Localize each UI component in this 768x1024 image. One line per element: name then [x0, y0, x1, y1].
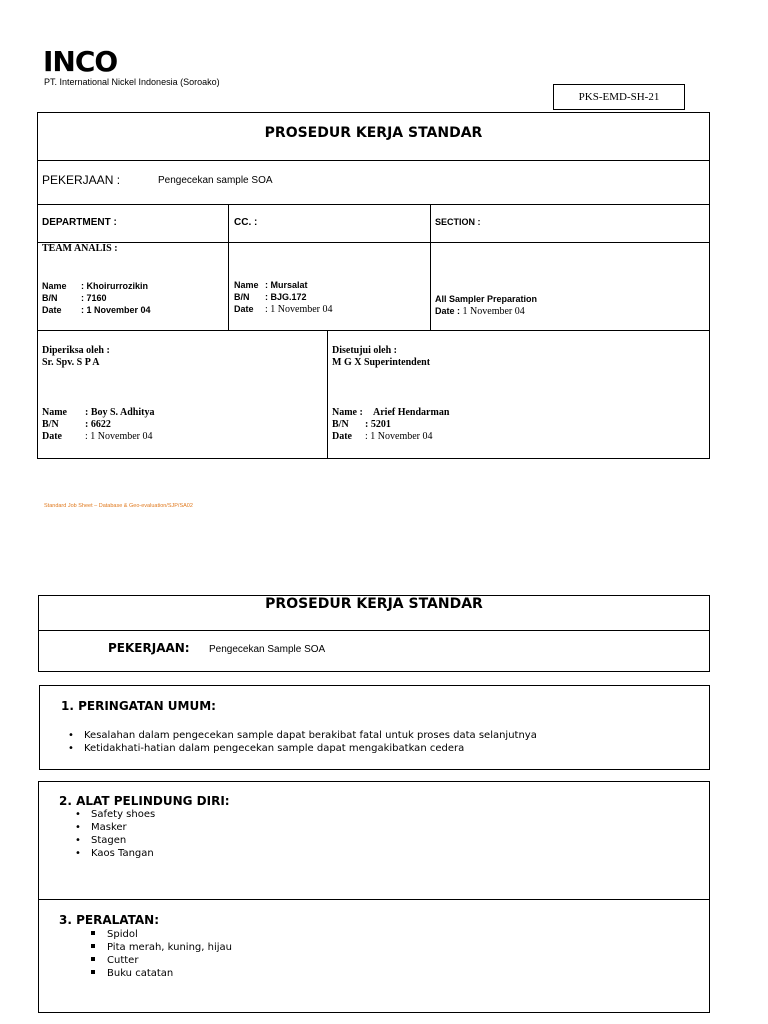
- list-item: Cutter: [91, 954, 232, 967]
- divider: [37, 330, 710, 331]
- approved-name: Arief Hendarman: [373, 407, 450, 418]
- checked-by-position: Sr. Spv. S P A: [42, 357, 100, 368]
- list-item: • Kaos Tangan: [75, 848, 154, 859]
- analyst2-bn: : BJG.172: [265, 292, 307, 302]
- checked-name: : Boy S. Adhitya: [85, 407, 155, 418]
- bn-label: B/N: [332, 419, 349, 430]
- list-item: Pita merah, kuning, hijau: [91, 941, 232, 954]
- list-item: Buku catatan: [91, 967, 232, 980]
- section2-list: [75, 808, 155, 860]
- checked-by-label: Diperiksa oleh :: [42, 345, 110, 356]
- pekerjaan-value: Pengecekan sample SOA: [158, 175, 273, 186]
- department-label: DEPARTMENT :: [42, 217, 117, 228]
- date-label: Date: [42, 305, 62, 315]
- divider: [38, 630, 710, 631]
- divider: [37, 160, 710, 161]
- list-item: Spidol: [91, 928, 232, 941]
- checked-by-block: [42, 345, 110, 369]
- approved-by-label: Disetujui oleh :: [332, 345, 397, 356]
- analyst2-name: : Mursalat: [265, 280, 308, 290]
- analyst1-info: [42, 280, 151, 316]
- checked-bn: : 6622: [85, 419, 111, 430]
- divider: [430, 204, 431, 331]
- company-name: PT. International Nickel Indonesia (Soroako): [44, 77, 220, 87]
- list-item: • Stagen: [75, 835, 127, 846]
- name-label: Name :: [332, 407, 363, 418]
- form2-pekerjaan-value: Pengecekan Sample SOA: [209, 644, 326, 655]
- name-label: Name: [42, 407, 67, 418]
- section3-title: 3. PERALATAN:: [59, 913, 159, 927]
- analyst1-name: : Khoirurrozikin: [81, 281, 148, 291]
- date-label: Date: [42, 431, 62, 442]
- cc-label: CC. :: [234, 217, 258, 228]
- list-item: • Kesalahan dalam pengecekan sample dapat berakibat fatal untuk proses data selanjutnya: [68, 730, 537, 741]
- form2-title: PROSEDUR KERJA STANDAR: [265, 596, 483, 612]
- approved-by-info: [332, 407, 449, 443]
- analyst3-info: [435, 293, 537, 318]
- divider: [228, 204, 229, 331]
- bn-label: B/N: [234, 292, 250, 302]
- section1-list: [68, 729, 537, 755]
- name-label: Name: [234, 280, 259, 290]
- divider: [37, 204, 710, 205]
- approved-bn: : 5201: [365, 419, 391, 430]
- section2-title: 2. ALAT PELINDUNG DIRI:: [59, 794, 230, 808]
- pekerjaan-label: PEKERJAAN :: [42, 173, 121, 187]
- name-label: Name: [42, 281, 67, 291]
- list-item: • Safety shoes: [75, 809, 156, 820]
- form-title: PROSEDUR KERJA STANDAR: [264, 125, 483, 141]
- approved-by-position: M G X Superintendent: [332, 357, 431, 368]
- date-label: Date: [332, 431, 352, 442]
- approved-date: : 1 November 04: [365, 431, 433, 442]
- divider: [327, 330, 328, 459]
- company-logo: INCO: [43, 45, 118, 78]
- section1-title: 1. PERINGATAN UMUM:: [61, 699, 216, 713]
- analyst3-role: All Sampler Preparation: [435, 294, 538, 304]
- approved-by-block: [332, 345, 430, 369]
- analyst3-date: 1 November 04: [462, 306, 525, 317]
- list-item: • Ketidakhati-hatian dalam pengecekan sample dapat mengakibatkan cedera: [68, 743, 465, 754]
- team-analis-label: TEAM ANALIS :: [42, 243, 118, 254]
- form2-pekerjaan-label: PEKERJAAN:: [108, 641, 190, 655]
- date-label: Date: [234, 304, 254, 314]
- bn-label: B/N: [42, 293, 58, 303]
- checked-by-info: [42, 407, 154, 443]
- checked-date: : 1 November 04: [85, 431, 153, 442]
- analyst1-bn: : 7160: [81, 293, 107, 303]
- analyst2-date: : 1 November 04: [265, 304, 333, 315]
- list-item: • Masker: [75, 822, 127, 833]
- analyst1-date: : 1 November 04: [81, 305, 151, 315]
- section3-list: [91, 928, 232, 980]
- section-label: SECTION :: [435, 217, 481, 227]
- footer-note: Standard Job Sheet – Database & Geo-evaluation/SJP/SA02: [44, 503, 193, 509]
- section-peringatan: [39, 685, 710, 770]
- divider: [37, 242, 710, 243]
- document-code: PKS-EMD-SH-21: [553, 84, 685, 110]
- date-label: Date :: [435, 306, 461, 316]
- analyst2-info: [234, 279, 333, 316]
- bn-label: B/N: [42, 419, 59, 430]
- divider: [38, 899, 710, 900]
